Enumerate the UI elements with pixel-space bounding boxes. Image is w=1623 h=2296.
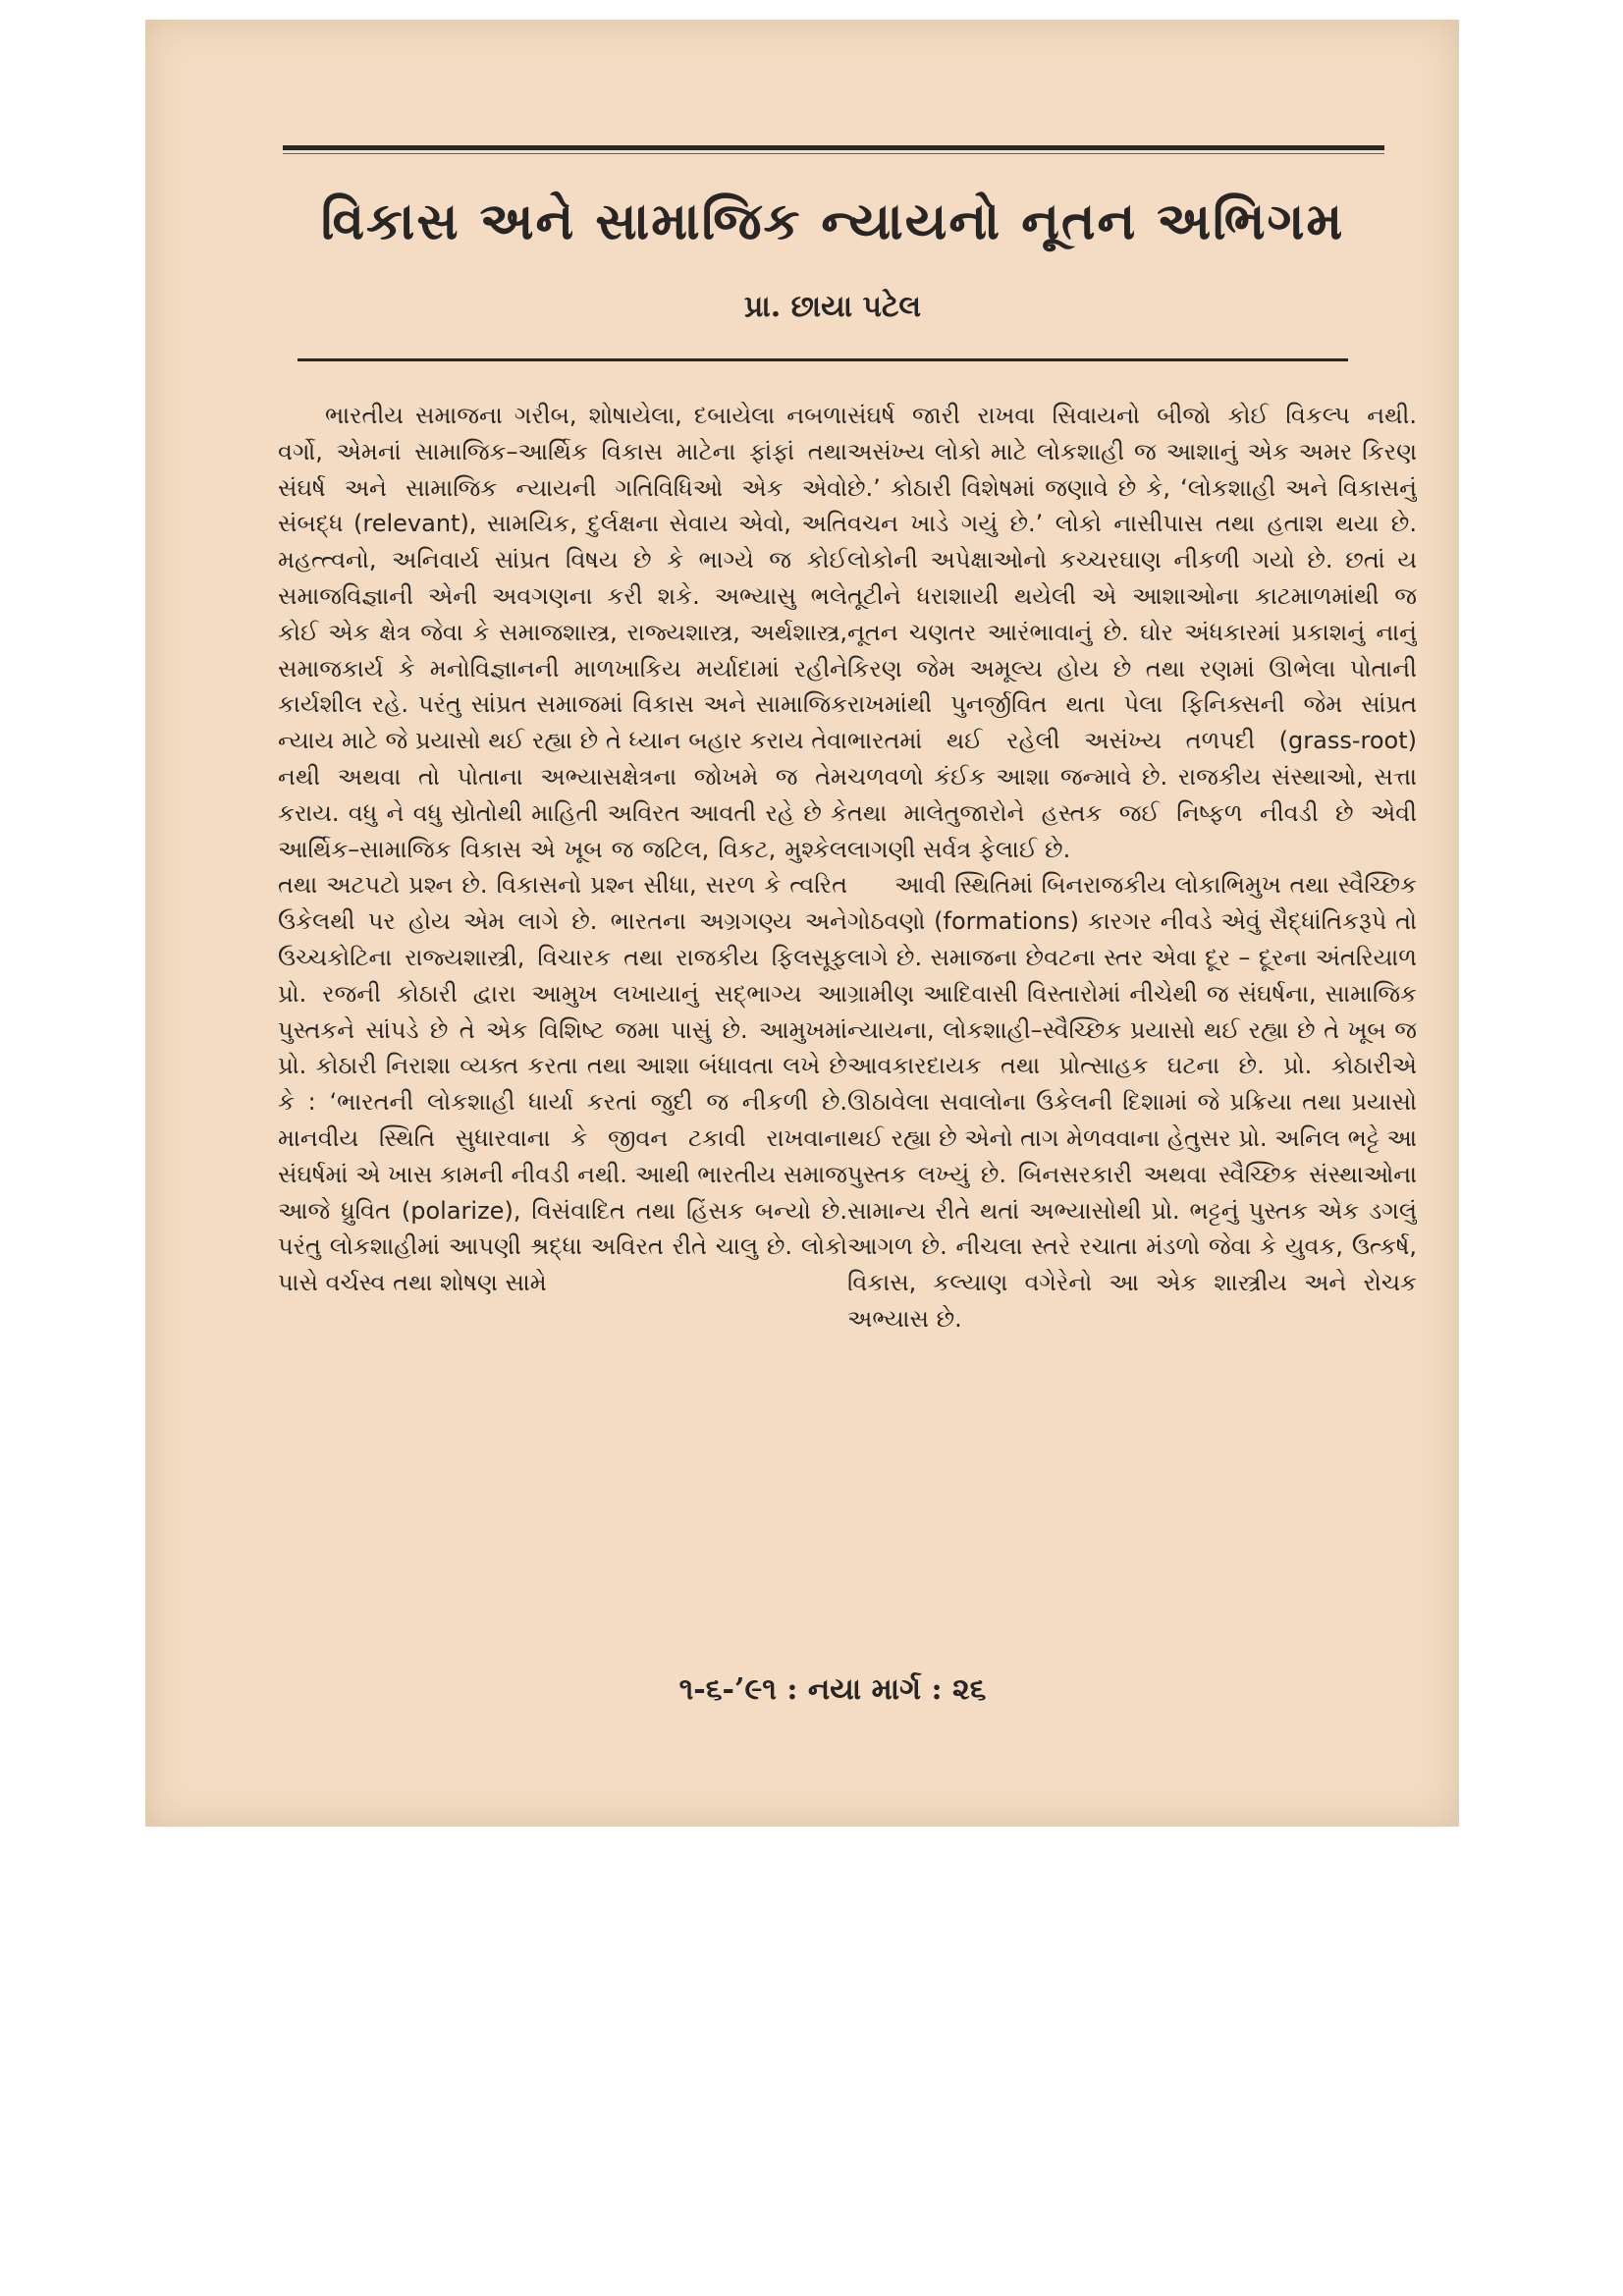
magazine-page [145, 20, 1459, 1827]
right-column [847, 398, 1417, 1645]
paragraph-1-continued: સંઘર્ષ જારી રાખવા સિવાયનો બીજો કોઈ વિકલ્પ નથી. અસંખ્ય લોકો માટે લોકશાહી જ આશાનું એક અમર કિરણ છે.’ કોઠારી વિશેષમાં જણાવે છે કે, ‘લોકશાહી અને વિકાસનું વચન ખાડે ગયું છે.’ લોકો નાસીપાસ તથા હતાશ થયા છે. લોકોની અપેક્ષાઓનો કચ્ચરઘાણ નીકળી ગયો છે. છતાં ય તૂટીને ધરાશાયી થયેલી એ આશાઓના કાટમાળમાંથી જ નૂતન ચણતર આરંભાવાનું છે. ઘોર અંધકારમાં પ્રકાશનું નાનું કિરણ જેમ અમૂલ્ય હોય છે તથા રણમાં ઊભેલા પોતાની રાખમાંથી પુનર્જીવિત થતા પેલા ફિનિક્સની જેમ સાંપ્રત ભારતમાં થઈ રહેલી અસંખ્ય તળપદી (grass-root) ચળવળો કંઈક આશા જન્માવે છે. રાજકીય સંસ્થાઓ, સત્તા તથા માલેતુજારોને હસ્તક જઈ નિષ્ફળ નીવડી છે એવી લાગણી સર્વત્ર ફેલાઈ છે. [847, 402, 1417, 863]
page-footer: ૧-૬-’૯૧ : નયા માર્ગ : ૨૬ [678, 1672, 987, 1707]
article-title: વિકાસ અને સામાજિક ન્યાયનો નૂતન અભિગમ [320, 191, 1345, 251]
paragraph-1: ભારતીય સમાજના ગરીબ, શોષાયેલા, દબાયેલા નબળા વર્ગો, એમનાં સામાજિક–આર્થિક વિકાસ માટેના ફાંફાં તથા સંઘર્ષ અને સામાજિક ન્યાયની ગતિવિધિઓ એક એવો સંબદ્ધ (relevant), સામયિક, દુર્લક્ષના સેવાય એવો, અતિ મહત્ત્વનો, અનિવાર્ય સાંપ્રત વિષય છે કે ભાગ્યે જ કોઈ સમાજવિજ્ઞાની એની અવગણના કરી શકે. અભ્યાસુ ભલે કોઈ એક ક્ષેત્ર જેવા કે સમાજશાસ્ત્ર, રાજ્યશાસ્ત્ર, અર્થશાસ્ત્ર, સમાજકાર્ય કે મનોવિજ્ઞાનની માળખાકિય મર્યાદામાં રહીને કાર્યશીલ રહે. પરંતુ સાંપ્રત સમાજમાં વિકાસ અને સામાજિક ન્યાય માટે જે પ્રયાસો થઈ રહ્યા છે તે ધ્યાન બહાર કરાય તેવા નથી અથવા તો પોતાના અભ્યાસક્ષેત્રના જોખમે જ તેમ કરાય. વધુ ને વધુ સ્રોતોથી માહિતી અવિરત આવતી રહે છે કે આર્થિક–સામાજિક વિકાસ એ ખૂબ જ જટિલ, વિકટ, મુશ્કેલ તથા અટપટો પ્રશ્ન છે. વિકાસનો પ્રશ્ન સીધા, સરળ કે ત્વરિત ઉકેલથી પર હોય એમ લાગે છે. ભારતના અગ્રગણ્ય અને ઉચ્ચકોટિના રાજ્યશાસ્ત્રી, વિચારક તથા રાજકીય ફિલસૂફ પ્રો. રજની કોઠારી દ્વારા આમુખ લખાયાનું સદ્ભાગ્ય આ પુસ્તકને સાંપડે છે તે એક વિશિષ્ટ જમા પાસું છે. આમુખમાં પ્રો. કોઠારી નિરાશા વ્યક્ત કરતા તથા આશા બંધાવતા લખે છે કે : ‘ભારતની લોકશાહી ધાર્યા કરતાં જુદી જ નીકળી છે. માનવીય સ્થિતિ સુધારવાના કે જીવન ટકાવી રાખવાના સંઘર્ષમાં એ ખાસ કામની નીવડી નથી. આથી ભારતીય સમાજ આજે ધ્રુવિત (polarize), વિસંવાદિત તથા હિંસક બન્યો છે. પરંતુ લોકશાહીમાં આપણી શ્રદ્ધા અવિરત રીતે ચાલુ છે. લોકો પાસે વર્ચસ્વ તથા શોષણ સામે [278, 402, 847, 1297]
left-column [278, 398, 847, 1645]
article-author: પ્રા. છાયા પટેલ [743, 290, 922, 324]
paragraph-2: આવી સ્થિતિમાં બિનરાજકીય લોકાભિમુખ તથા સ્વૈચ્છિક ગોઠવણો (formations) કારગર નીવડે એવું સૈદ્ધાંતિકરૂપે તો લાગે છે. સમાજના છેવટના સ્તર એવા દૂર – દૂરના અંતરિયાળ ગ્રામીણ આદિવાસી વિસ્તારોમાં નીચેથી જ સંઘર્ષના, સામાજિક ન્યાયના, લોકશાહી–સ્વૈચ્છિક પ્રયાસો થઈ રહ્યા છે તે ખૂબ જ આવકારદાયક તથા પ્રોત્સાહક ઘટના છે. પ્રો. કોઠારીએ ઊઠાવેલા સવાલોના ઉકેલની દિશામાં જે પ્રક્રિયા તથા પ્રયાસો થઈ રહ્યા છે એનો તાગ મેળવવાના હેતુસર પ્રો. અનિલ ભટ્ટે આ પુસ્તક લખ્યું છે. બિનસરકારી અથવા સ્વૈચ્છિક સંસ્થાઓના સામાન્ય રીતે થતાં અભ્યાસોથી પ્રો. ભટ્ટનું પુસ્તક એક ડગલું આગળ છે. નીચલા સ્તરે રચાતા મંડળો જેવા કે યુવક, ઉત્કર્ષ, વિકાસ, કલ્યાણ વગેરેનો આ એક શાસ્ત્રીય અને રોચક અભ્યાસ છે. [847, 871, 1417, 1333]
top-rule [283, 145, 1384, 150]
top-rule-thin [283, 153, 1384, 154]
header-rule [298, 358, 1348, 361]
